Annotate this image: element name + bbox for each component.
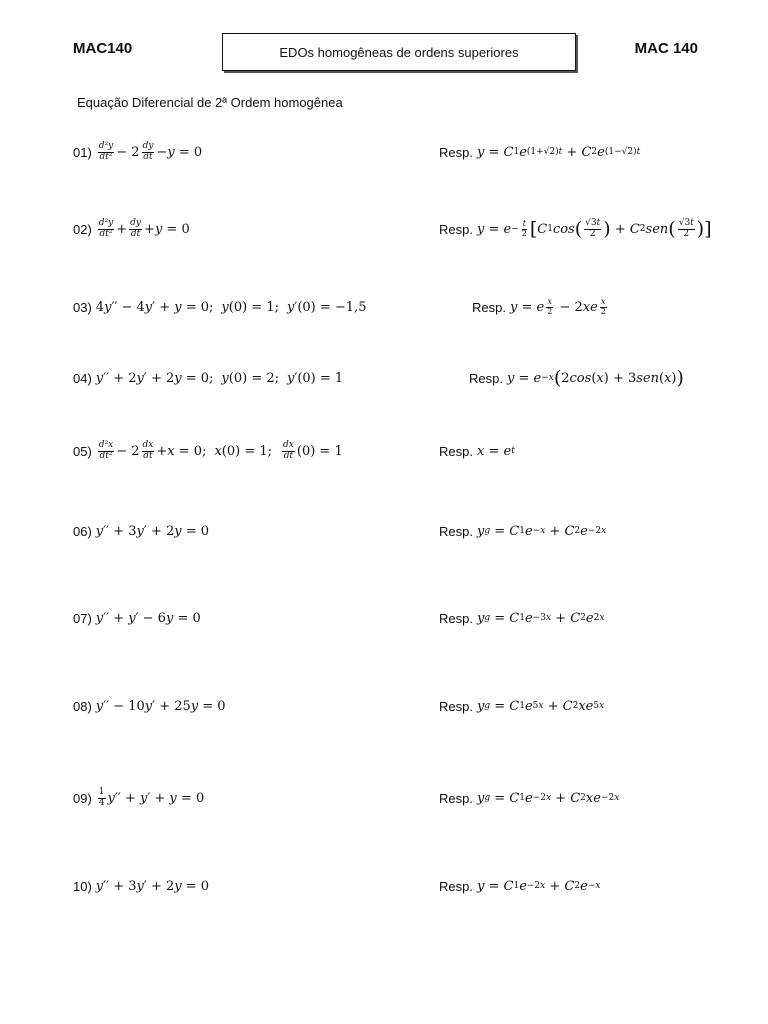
- exercise-row: [0, 598, 768, 638]
- document-title: EDOs homogêneas de ordens superiores: [279, 44, 519, 60]
- answer-formula: y = e $\frac{x}{2}$ − 2 xe $\frac{x}{2}$: [509, 297, 606, 316]
- exercise-number: 04): [73, 370, 92, 386]
- exercise-row: [0, 358, 768, 398]
- answer-prefix: Resp.: [439, 144, 473, 160]
- exercise-number: 07): [73, 610, 92, 626]
- question-formula: $\frac{\text{d²y}}{\text{dt²}}$ − 2 $\frac{dy}{dt}$ − y = 0: [98, 141, 203, 162]
- question-formula: $\frac{\text{d²x}}{\text{dt²}}$ − 2 $\frac{dx}{dt}$ + x = 0; x (0) = 1; $\frac{dx}{dt}$ (0) = 1: [98, 440, 343, 461]
- exercise-answer: [439, 511, 606, 551]
- question-formula: y ′′ − 10 y ′ + 25 y = 0: [95, 698, 226, 714]
- exercise-number: 09): [73, 790, 92, 806]
- exercise-question: [73, 431, 343, 471]
- exercise-answer: [439, 686, 604, 726]
- question-formula: $\frac{1}{4}$ y ′′ + y ′ + y = 0: [98, 787, 205, 808]
- exercise-question: [73, 598, 201, 638]
- exercise-question: [73, 287, 366, 327]
- answer-prefix: Resp.: [439, 698, 473, 714]
- exercise-row: [0, 431, 768, 471]
- question-formula: y ′′ + y ′ − 6 y = 0: [95, 610, 201, 626]
- exercise-row: [0, 287, 768, 327]
- exercise-answer: [439, 209, 712, 249]
- section-title: Equação Diferencial de 2ª Ordem homogênea: [77, 95, 343, 110]
- exercise-answer: [469, 358, 684, 398]
- exercise-number: 06): [73, 523, 92, 539]
- question-formula: y ′′ + 3 y ′ + 2 y = 0: [95, 878, 210, 894]
- question-formula: 4 y ′′ − 4 y ′ + y = 0; y (0) = 1; y ′(0) = −1,5: [95, 299, 367, 315]
- exercise-row: [0, 686, 768, 726]
- exercise-answer: [439, 598, 604, 638]
- answer-prefix: Resp.: [469, 370, 503, 386]
- exercise-question: [73, 686, 226, 726]
- exercise-number: 02): [73, 221, 92, 237]
- answer-prefix: Resp.: [439, 523, 473, 539]
- exercise-question: [73, 866, 209, 906]
- exercise-question: [73, 778, 204, 818]
- document-title-box: [222, 33, 576, 71]
- exercise-answer: [439, 778, 619, 818]
- exercise-question: [73, 511, 209, 551]
- answer-prefix: Resp.: [472, 299, 506, 315]
- answer-formula: y = e − $\frac{t}{2}$ [ C 1 cos ( $\frac{√3t}{2}$ ) + C 2 sen ( $\frac{√3t}{2}$ ) ]: [476, 217, 712, 240]
- question-formula: y ′′ + 2 y ′ + 2 y = 0; y (0) = 2; y ′(0) = 1: [95, 370, 344, 386]
- exercise-answer: [439, 866, 600, 906]
- answer-prefix: Resp.: [439, 443, 473, 459]
- exercise-number: 08): [73, 698, 92, 714]
- question-formula: y ′′ + 3 y ′ + 2 y = 0: [95, 523, 210, 539]
- exercise-row: [0, 778, 768, 818]
- course-code-left: MAC140: [73, 40, 133, 57]
- exercise-row: [0, 209, 768, 249]
- answer-formula: y g = C 1 e 5x + C 2 xe 5x: [476, 698, 605, 714]
- exercise-number: 05): [73, 443, 92, 459]
- exercise-number: 10): [73, 878, 92, 894]
- question-formula: $\frac{\text{d²y}}{\text{dt²}}$ + $\frac{dy}{dt}$ + y = 0: [98, 218, 190, 239]
- exercise-answer: [439, 431, 515, 471]
- exercise-number: 01): [73, 144, 92, 160]
- exercise-answer: [439, 132, 640, 172]
- answer-formula: y = C 1 e (1+√2)t + C 2 e (1−√2)t: [476, 144, 641, 160]
- answer-prefix: Resp.: [439, 790, 473, 806]
- exercise-question: [73, 358, 343, 398]
- answer-prefix: Resp.: [439, 878, 473, 894]
- answer-formula: y g = C 1 e −3x + C 2 e 2x: [476, 610, 605, 626]
- answer-formula: y = e −x ( 2 cos ( x ) + 3 sen ( x ) ): [506, 366, 684, 389]
- answer-prefix: Resp.: [439, 221, 473, 237]
- answer-formula: y = C 1 e −2x + C 2 e −x: [476, 878, 601, 894]
- exercise-row: [0, 866, 768, 906]
- answer-formula: x = e t: [476, 443, 515, 459]
- course-code-right: MAC 140: [634, 40, 698, 57]
- answer-prefix: Resp.: [439, 610, 473, 626]
- exercise-answer: [472, 287, 609, 327]
- exercise-row: [0, 511, 768, 551]
- answer-formula: y g = C 1 e −2x + C 2 xe −2x: [476, 790, 620, 806]
- exercise-row: [0, 132, 768, 172]
- exercise-number: 03): [73, 299, 92, 315]
- exercise-question: [73, 132, 202, 172]
- exercise-question: [73, 209, 190, 249]
- answer-formula: y g = C 1 e −x + C 2 e −2x: [476, 523, 607, 539]
